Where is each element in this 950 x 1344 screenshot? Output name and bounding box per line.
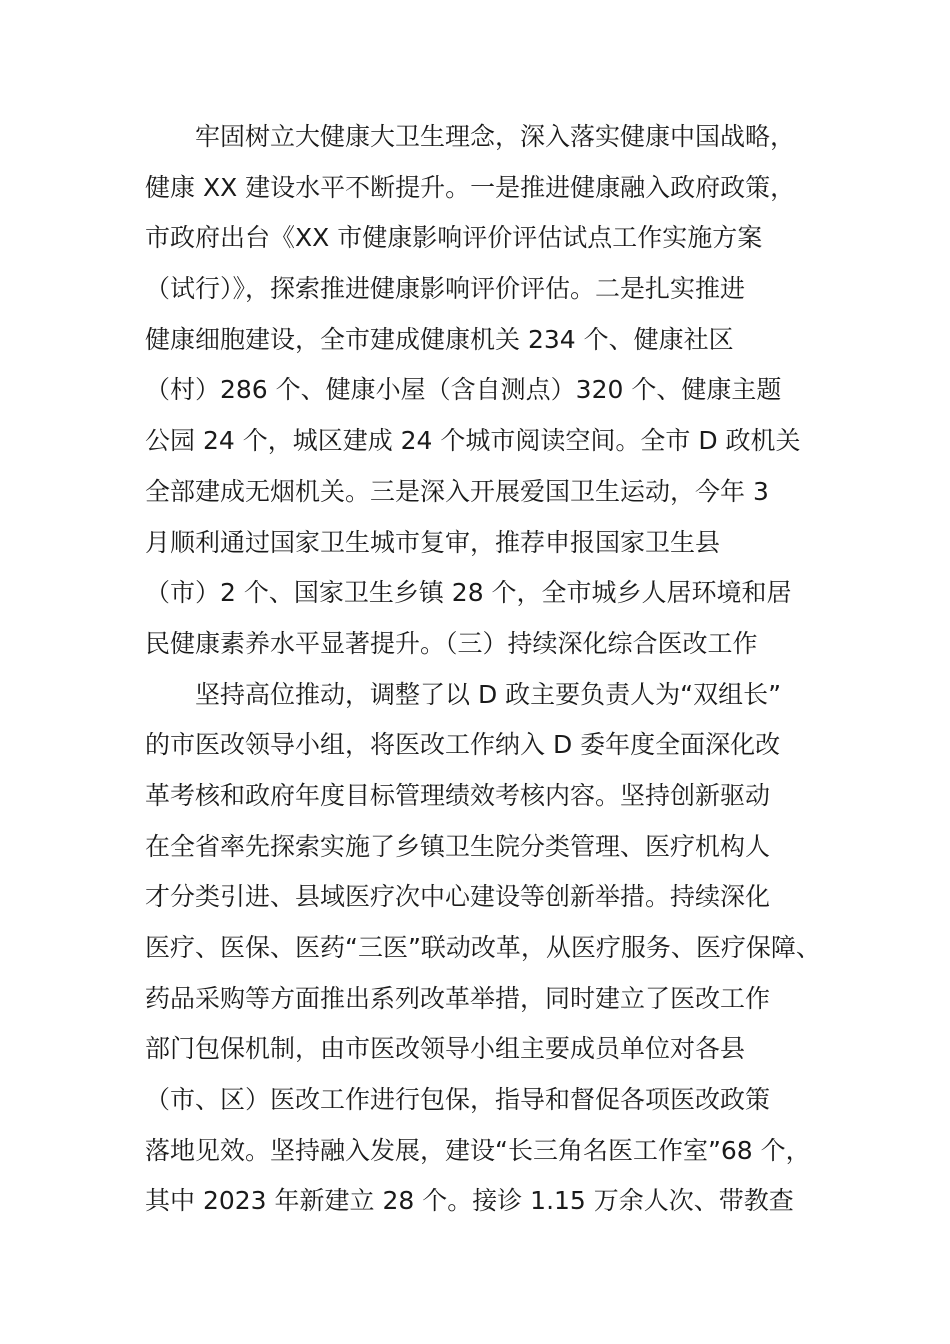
text-line: 健康 XX 建设水平不断提升。一是推进健康融入政府政策， [145,172,796,202]
text-line: 的市医改领导小组，将医改工作纳入 D 委年度全面深化改 [145,730,781,760]
text-line: 全部建成无烟机关。三是深入开展爱国卫生运动，今年 3 [145,476,769,506]
text-line: 月顺利通过国家卫生城市复审，推荐申报国家卫生县 [145,527,721,557]
text-line: 市政府出台《XX 市健康影响评价评估试点工作实施方案 [145,223,763,253]
text-line: 落地见效。坚持融入发展，建设“长三角名医工作室”68 个， [145,1135,811,1165]
text-line: 民健康素养水平显著提升。（三）持续深化综合医改工作 [145,628,758,658]
text-line: 部门包保机制，由市医改领导小组主要成员单位对各县 [145,1034,746,1064]
text-line: （村）286 个、健康小屋（含自测点）320 个、健康主题 [145,375,782,405]
text-line: 革考核和政府年度目标管理绩效考核内容。坚持创新驱动 [145,780,771,810]
text-line: 在全省率先探索实施了乡镇卫生院分类管理、医疗机构人 [145,831,771,861]
text-line: 才分类引进、县域医疗次中心建设等创新举措。持续深化 [145,882,771,912]
text-line: 牢固树立大健康大卫生理念，深入落实健康中国战略， [195,122,796,151]
text-line: 健康细胞建设，全市建成健康机关 234 个、健康社区 [145,324,734,354]
text-line: 医疗、医保、医药“三医”联动改革，从医疗服务、医疗保障、 [145,933,821,962]
text-line: 公园 24 个，城区建成 24 个城市阅读空间。全市 D 政机关 [145,426,801,456]
text-line: 药品采购等方面推出系列改革举措，同时建立了医改工作 [145,983,771,1013]
text-line: 坚持高位推动，调整了以 D 政主要负责人为“双组长” [195,679,782,709]
text-line: （试行）》，探索推进健康影响评价评估。二是扎实推进 [145,274,746,304]
text-line: （市）2 个、国家卫生乡镇 28 个，全市城乡人居环境和居 [145,578,792,608]
body-text [145,112,835,1227]
text-line: 其中 2023 年新建立 28 个。接诊 1.15 万余人次、带教查 [145,1186,794,1216]
text-line: （市、区）医改工作进行包保，指导和督促各项医改政策 [145,1085,771,1115]
